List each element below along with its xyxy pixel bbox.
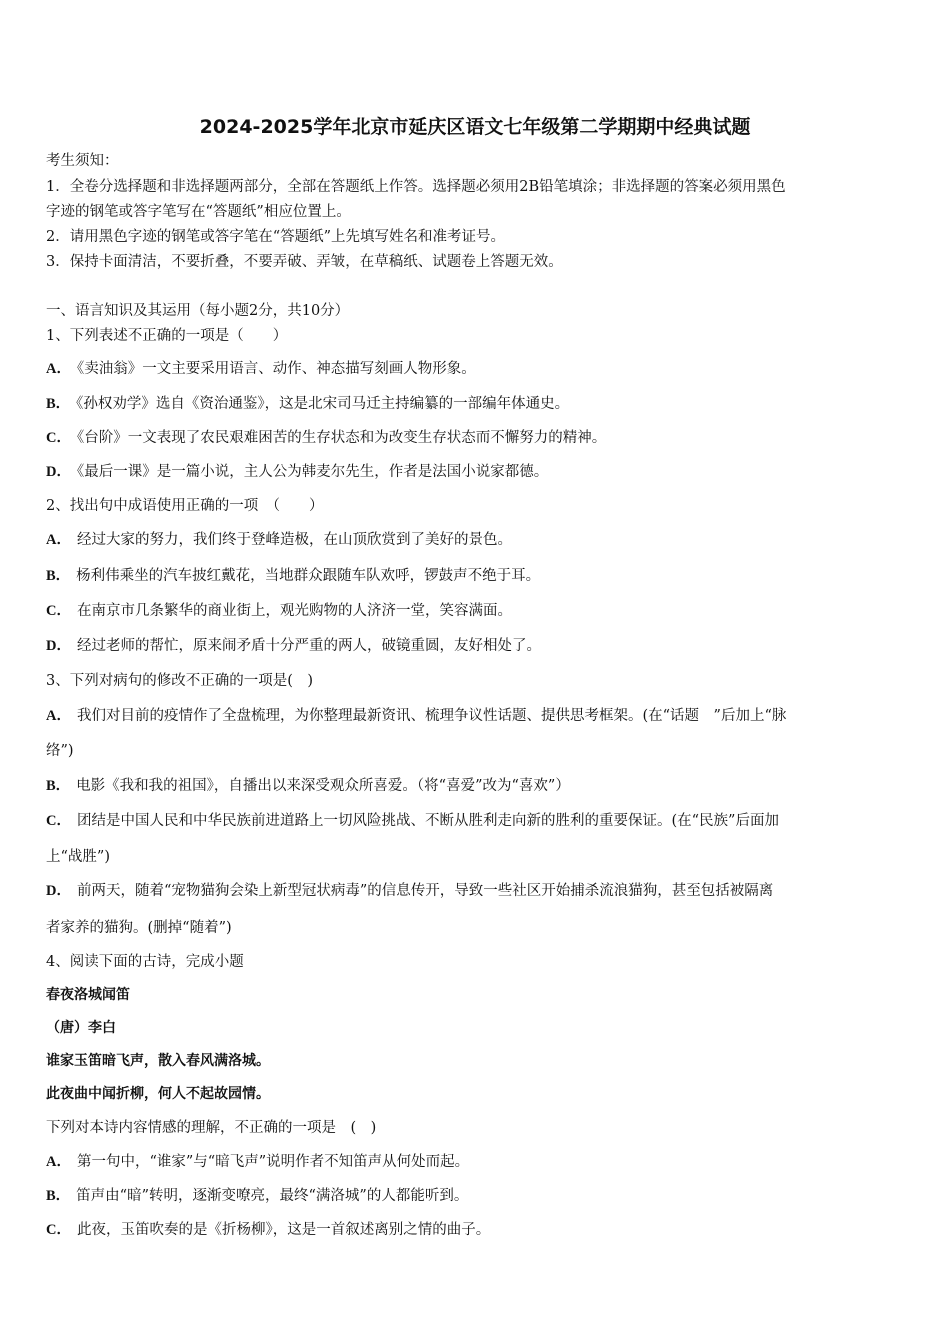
- question-2-option-c: [46, 601, 908, 621]
- question-4-option-c: [46, 1220, 908, 1240]
- question-1-option-a: [46, 359, 908, 379]
- question-4-sub-stem: 下列对本诗内容情感的理解，不正确的一项是 ( ): [46, 1120, 377, 1136]
- option-label: C．: [46, 1222, 71, 1238]
- option-label: A．: [46, 361, 71, 377]
- notice-item-3: 3．保持卡面清洁，不要折叠，不要弄破、弄皱，在草稿纸、试题卷上答题无效。: [46, 254, 563, 270]
- option-text: 《孙权劝学》选自《资治通鉴》，这是北宋司马迁主持编纂的一部编年体通史。: [76, 396, 570, 412]
- option-label: C．: [46, 603, 71, 619]
- option-text: 《台阶》一文表现了农民艰难困苦的生存状态和为改变生存状态而不懈努力的精神。: [76, 430, 607, 446]
- option-label: D．: [46, 638, 71, 654]
- question-1-option-b: [46, 394, 908, 414]
- option-text: 经过老师的帮忙，原来闹矛盾十分严重的两人，破镜重圆，友好相处了。: [76, 638, 541, 654]
- option-text: 我们对目前的疫情作了全盘梳理，为你整理最新资讯、梳理争议性话题、提供思考框架。(在“话题 ”后加上“脉: [76, 708, 787, 724]
- question-1-option-c: [46, 428, 908, 448]
- question-1-stem: 1、下列表述不正确的一项是（ ）: [46, 328, 288, 344]
- notice-item-1-cont: 字迹的钢笔或答字笔写在“答题纸”相应位置上。: [46, 204, 351, 220]
- page-title: 2024-2025学年北京市延庆区语文七年级第二学期期中经典试题: [199, 116, 751, 138]
- poem-line-1: 谁家玉笛暗飞声，散入春风满洛城。: [46, 1053, 270, 1069]
- option-text: 《最后一课》是一篇小说，主人公为韩麦尔先生，作者是法国小说家都德。: [76, 464, 549, 480]
- option-label: B．: [46, 568, 71, 584]
- option-text: 经过大家的努力，我们终于登峰造极，在山顶欣赏到了美好的景色。: [76, 532, 512, 548]
- option-label: D．: [46, 464, 71, 480]
- poem-line-2: 此夜曲中闻折柳，何人不起故园情。: [46, 1086, 270, 1102]
- option-text: 笛声由“暗”转明，逐渐变嘹亮，最终“满洛城”的人都能听到。: [76, 1188, 469, 1204]
- question-3-option-d-cont: 者家养的猫狗。(删掉“随着”): [46, 920, 232, 936]
- question-3-option-a: [46, 706, 908, 726]
- notice-item-2: 2．请用黑色字迹的钢笔或答字笔在“答题纸”上先填写姓名和准考证号。: [46, 229, 506, 245]
- question-3-option-b: [46, 776, 908, 796]
- question-2-stem: 2、找出句中成语使用正确的一项 （ ）: [46, 498, 324, 514]
- question-3-option-c: [46, 811, 908, 831]
- question-3-option-d: [46, 881, 908, 901]
- option-label: A．: [46, 708, 71, 724]
- question-4-option-a: [46, 1152, 908, 1172]
- option-text: 此夜，玉笛吹奏的是《折杨柳》，这是一首叙述离别之情的曲子。: [76, 1222, 491, 1238]
- option-text: 杨利伟乘坐的汽车披红戴花，当地群众跟随车队欢呼，锣鼓声不绝于耳。: [76, 568, 541, 584]
- question-3-option-a-cont: 络”): [46, 743, 74, 759]
- poem-author: （唐）李白: [46, 1020, 116, 1036]
- question-2-option-a: [46, 530, 908, 550]
- question-3-stem: 3、下列对病句的修改不正确的一项是( ): [46, 673, 314, 689]
- option-label: C．: [46, 430, 71, 446]
- option-label: D．: [46, 883, 71, 899]
- question-4-option-b: [46, 1186, 908, 1206]
- question-2-option-b: [46, 566, 908, 586]
- question-1-option-d: [46, 462, 908, 482]
- question-2-option-d: [46, 636, 908, 656]
- option-label: A．: [46, 1154, 71, 1170]
- option-label: B．: [46, 778, 71, 794]
- question-3-option-c-cont: 上“战胜”): [46, 849, 110, 865]
- option-label: B．: [46, 396, 71, 412]
- notice-heading: 考生须知：: [46, 153, 119, 169]
- option-label: B．: [46, 1188, 71, 1204]
- option-text: 前两天，随着“宠物猫狗会染上新型冠状病毒”的信息传开，导致一些社区开始捕杀流浪猫狗，甚至包括被隔离: [76, 883, 774, 899]
- option-label: C．: [46, 813, 71, 829]
- option-text: 第一句中，“谁家”与“暗飞声”说明作者不知笛声从何处而起。: [76, 1154, 470, 1170]
- option-text: 在南京市几条繁华的商业街上，观光购物的人济济一堂，笑容满面。: [76, 603, 512, 619]
- option-text: 团结是中国人民和中华民族前进道路上一切风险挑战、不断从胜利走向新的胜利的重要保证。(在“民族”后面加: [76, 813, 779, 829]
- notice-item-1: 1．全卷分选择题和非选择题两部分，全部在答题纸上作答。选择题必须用2B铅笔填涂；非选择题的答案必须用黑色: [46, 179, 786, 195]
- option-text: 《卖油翁》一文主要采用语言、动作、神态描写刻画人物形象。: [76, 361, 476, 377]
- option-text: 电影《我和我的祖国》，自播出以来深受观众所喜爱。（将“喜爱”改为“喜欢”）: [76, 778, 570, 794]
- option-label: A．: [46, 532, 71, 548]
- question-4-stem: 4、阅读下面的古诗，完成小题: [46, 954, 244, 970]
- section-heading: 一、语言知识及其运用（每小题2分，共10分）: [46, 303, 350, 319]
- poem-title: 春夜洛城闻笛: [46, 987, 130, 1003]
